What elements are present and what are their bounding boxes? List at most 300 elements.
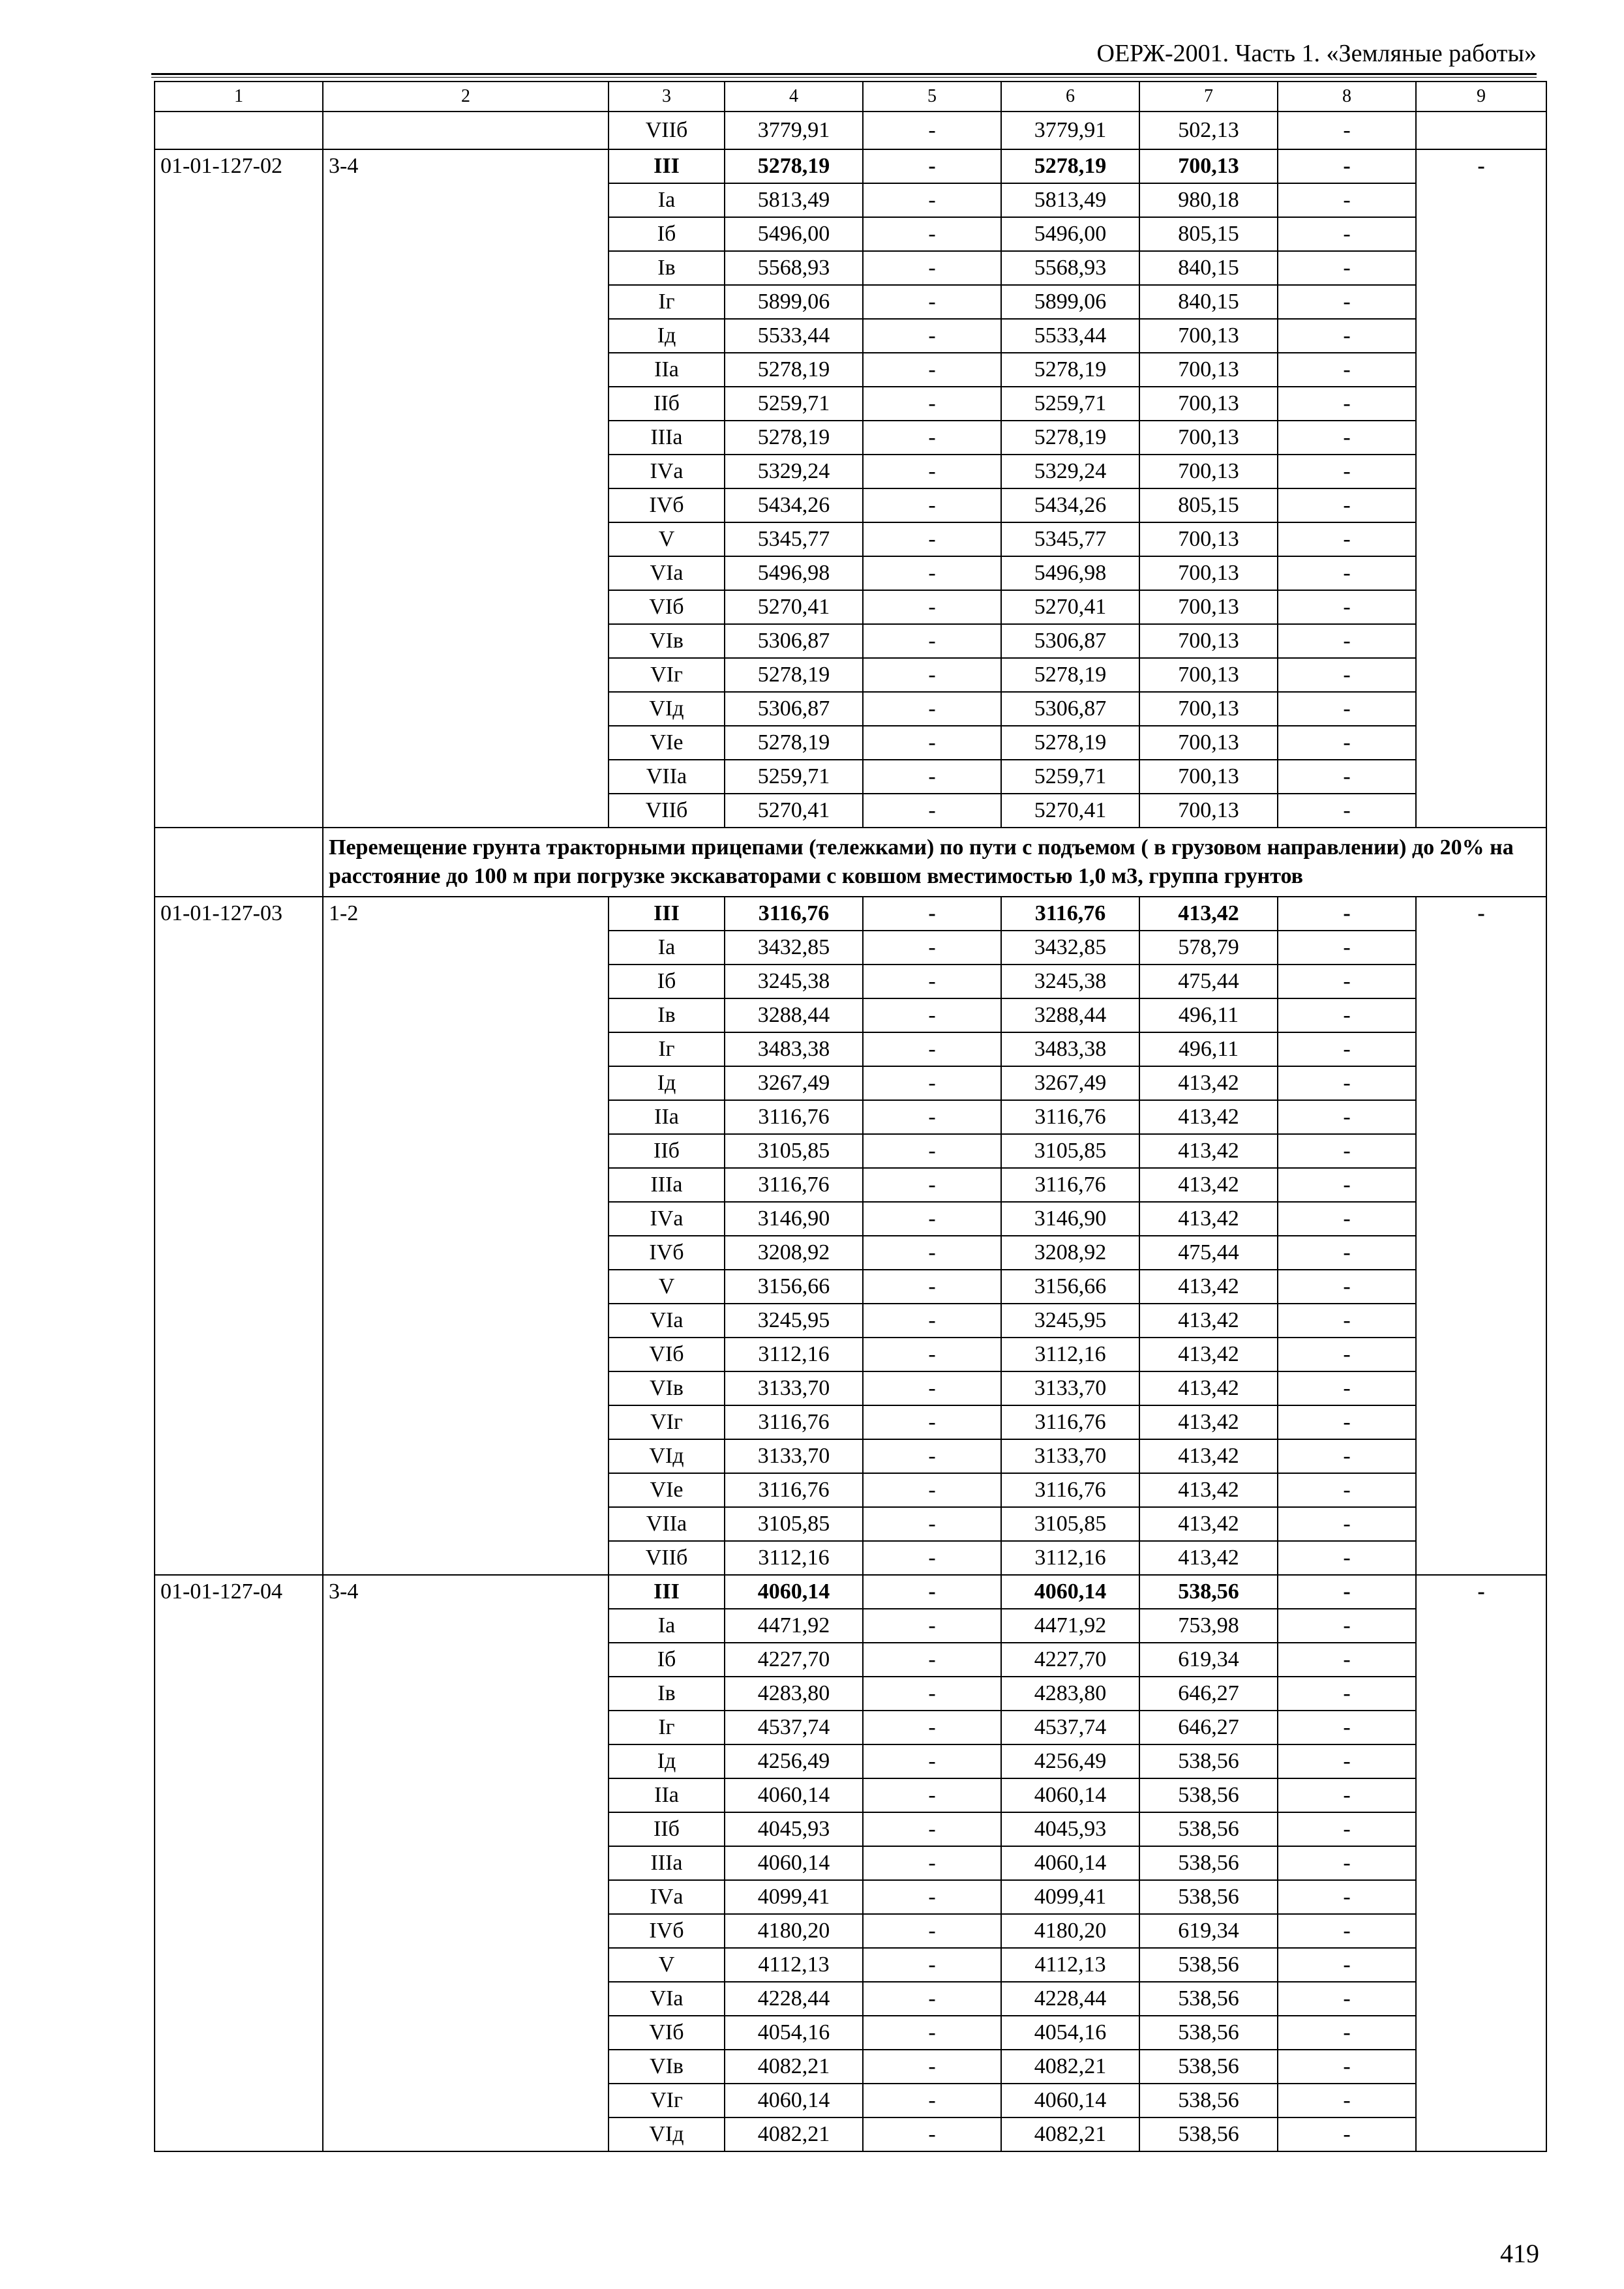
value-cell-c8: - (1278, 794, 1416, 828)
value-cell-c7: 538,56 (1139, 1846, 1278, 1880)
value-cell-c5: - (863, 1134, 1001, 1168)
value-cell-c5: - (863, 2084, 1001, 2117)
value-cell-c8: - (1278, 1575, 1416, 1609)
value-cell-c7: 538,56 (1139, 1744, 1278, 1778)
value-cell-c3: VIв (609, 2050, 725, 2084)
value-cell-c7: 413,42 (1139, 1134, 1278, 1168)
value-cell-c3: IVа (609, 1202, 725, 1236)
value-cell-c6: 3116,76 (1001, 1100, 1139, 1134)
note-cell (1416, 112, 1546, 149)
value-cell-c7: 840,15 (1139, 251, 1278, 285)
value-cell-c4: 3245,95 (725, 1304, 863, 1338)
value-cell-c8: - (1278, 1541, 1416, 1575)
value-cell-c3: Iг (609, 1711, 725, 1744)
value-cell-c6: 5278,19 (1001, 726, 1139, 760)
value-cell-c7: 475,44 (1139, 1236, 1278, 1270)
value-cell-c4: 3156,66 (725, 1270, 863, 1304)
value-cell-c7: 646,27 (1139, 1711, 1278, 1744)
value-cell-c7: 413,42 (1139, 1270, 1278, 1304)
value-cell-c6: 3146,90 (1001, 1202, 1139, 1236)
value-cell-c5: - (863, 1202, 1001, 1236)
column-number: 8 (1278, 82, 1416, 112)
value-cell-c6: 3116,76 (1001, 1405, 1139, 1439)
section-heading-row (155, 828, 1546, 897)
value-cell-c8: - (1278, 2117, 1416, 2151)
value-cell-c7: 413,42 (1139, 1304, 1278, 1338)
value-cell-c6: 3779,91 (1001, 112, 1139, 149)
rates-table (154, 81, 1547, 2152)
value-cell-c5: - (863, 1914, 1001, 1948)
value-cell-c4: 4537,74 (725, 1711, 863, 1744)
value-cell-c6: 3267,49 (1001, 1066, 1139, 1100)
value-cell-c5: - (863, 1066, 1001, 1100)
value-cell-c3: VIIа (609, 1507, 725, 1541)
value-cell-c7: 753,98 (1139, 1609, 1278, 1643)
value-cell-c8: - (1278, 760, 1416, 794)
value-cell-c6: 4060,14 (1001, 1575, 1139, 1609)
value-cell-c8: - (1278, 692, 1416, 726)
value-cell-c4: 5270,41 (725, 794, 863, 828)
value-cell-c4: 3105,85 (725, 1134, 863, 1168)
value-cell-c8: - (1278, 455, 1416, 488)
value-cell-c5: - (863, 2016, 1001, 2050)
value-cell-c5: - (863, 1473, 1001, 1507)
value-cell-c7: 538,56 (1139, 1982, 1278, 2016)
column-number-row (155, 82, 1546, 112)
value-cell-c6: 3483,38 (1001, 1032, 1139, 1066)
value-cell-c8: - (1278, 2016, 1416, 2050)
value-cell-c7: 496,11 (1139, 998, 1278, 1032)
value-cell-c4: 5306,87 (725, 624, 863, 658)
header-rule-thin (151, 77, 1537, 78)
value-cell-c7: 840,15 (1139, 285, 1278, 319)
value-cell-c4: 5813,49 (725, 183, 863, 217)
value-cell-c4: 5278,19 (725, 149, 863, 183)
value-cell-c7: 805,15 (1139, 217, 1278, 251)
value-cell-c8: - (1278, 1677, 1416, 1711)
value-cell-c7: 700,13 (1139, 590, 1278, 624)
value-cell-c7: 413,42 (1139, 1100, 1278, 1134)
value-cell-c3: VIIб (609, 1541, 725, 1575)
value-cell-c3: IIа (609, 1778, 725, 1812)
value-cell-c3: V (609, 1948, 725, 1982)
value-cell-c7: 502,13 (1139, 112, 1278, 149)
column-number: 1 (155, 82, 323, 112)
value-cell-c6: 5568,93 (1001, 251, 1139, 285)
value-cell-c4: 5278,19 (725, 658, 863, 692)
value-cell-c6: 5345,77 (1001, 522, 1139, 556)
value-cell-c4: 3116,76 (725, 1100, 863, 1134)
value-cell-c8: - (1278, 624, 1416, 658)
value-cell-c3: IIIа (609, 1168, 725, 1202)
value-cell-c4: 4099,41 (725, 1880, 863, 1914)
value-cell-c4: 4045,93 (725, 1812, 863, 1846)
value-cell-c8: - (1278, 1100, 1416, 1134)
value-cell-c3: VIа (609, 1982, 725, 2016)
value-cell-c4: 5533,44 (725, 319, 863, 353)
value-cell-c3: Iв (609, 998, 725, 1032)
value-cell-c6: 5278,19 (1001, 658, 1139, 692)
value-cell-c8: - (1278, 522, 1416, 556)
value-cell-c7: 700,13 (1139, 760, 1278, 794)
value-cell-c6: 4471,92 (1001, 1609, 1139, 1643)
value-cell-c5: - (863, 556, 1001, 590)
value-cell-c8: - (1278, 112, 1416, 149)
value-cell-c5: - (863, 998, 1001, 1032)
value-cell-c4: 3116,76 (725, 1168, 863, 1202)
column-number: 2 (323, 82, 609, 112)
value-cell-c7: 700,13 (1139, 794, 1278, 828)
value-cell-c7: 700,13 (1139, 455, 1278, 488)
value-cell-c5: - (863, 2117, 1001, 2151)
value-cell-c5: - (863, 1270, 1001, 1304)
value-cell-c7: 413,42 (1139, 1066, 1278, 1100)
column-number: 6 (1001, 82, 1139, 112)
value-cell-c5: - (863, 1643, 1001, 1677)
value-cell-c3: IVа (609, 455, 725, 488)
value-cell-c6: 5259,71 (1001, 387, 1139, 421)
value-cell-c7: 475,44 (1139, 965, 1278, 998)
value-cell-c7: 496,11 (1139, 1032, 1278, 1066)
value-cell-c8: - (1278, 149, 1416, 183)
value-cell-c6: 4283,80 (1001, 1677, 1139, 1711)
value-cell-c6: 4060,14 (1001, 2084, 1139, 2117)
value-cell-c8: - (1278, 1270, 1416, 1304)
value-cell-c8: - (1278, 319, 1416, 353)
value-cell-c5: - (863, 1439, 1001, 1473)
value-cell-c3: IVб (609, 488, 725, 522)
value-cell-c5: - (863, 217, 1001, 251)
value-cell-c5: - (863, 522, 1001, 556)
value-cell-c6: 4099,41 (1001, 1880, 1139, 1914)
value-cell-c5: - (863, 1338, 1001, 1371)
value-cell-c4: 4082,21 (725, 2117, 863, 2151)
value-cell-c8: - (1278, 421, 1416, 455)
value-cell-c4: 4082,21 (725, 2050, 863, 2084)
value-cell-c5: - (863, 1846, 1001, 1880)
value-cell-c7: 413,42 (1139, 1473, 1278, 1507)
value-cell-c4: 3116,76 (725, 897, 863, 931)
value-cell-c7: 700,13 (1139, 692, 1278, 726)
value-cell-c8: - (1278, 1168, 1416, 1202)
value-cell-c5: - (863, 965, 1001, 998)
value-cell-c6: 3116,76 (1001, 897, 1139, 931)
value-cell-c6: 4045,93 (1001, 1812, 1139, 1846)
value-cell-c8: - (1278, 931, 1416, 965)
value-cell-c3: VIд (609, 692, 725, 726)
section-blank-cell (155, 828, 323, 897)
value-cell-c5: - (863, 183, 1001, 217)
value-cell-c3: Iб (609, 217, 725, 251)
value-cell-c3: VIб (609, 1338, 725, 1371)
value-cell-c5: - (863, 726, 1001, 760)
value-cell-c8: - (1278, 1473, 1416, 1507)
value-cell-c8: - (1278, 1880, 1416, 1914)
value-cell-c4: 3432,85 (725, 931, 863, 965)
value-cell-c8: - (1278, 1744, 1416, 1778)
value-cell-c7: 538,56 (1139, 1880, 1278, 1914)
value-cell-c6: 3208,92 (1001, 1236, 1139, 1270)
value-cell-c5: - (863, 353, 1001, 387)
value-cell-c8: - (1278, 1982, 1416, 2016)
value-cell-c8: - (1278, 897, 1416, 931)
value-cell-c4: 5434,26 (725, 488, 863, 522)
value-cell-c3: III (609, 149, 725, 183)
value-cell-c6: 4082,21 (1001, 2117, 1139, 2151)
value-cell-c3: V (609, 522, 725, 556)
value-cell-c7: 538,56 (1139, 2016, 1278, 2050)
value-cell-c4: 3105,85 (725, 1507, 863, 1541)
value-cell-c4: 5270,41 (725, 590, 863, 624)
value-cell-c6: 5496,00 (1001, 217, 1139, 251)
rate-code: 01-01-127-04 (155, 1575, 323, 2151)
value-cell-c4: 5329,24 (725, 455, 863, 488)
value-cell-c4: 4060,14 (725, 1575, 863, 1609)
value-cell-c6: 3156,66 (1001, 1270, 1139, 1304)
value-cell-c3: VIд (609, 2117, 725, 2151)
value-cell-c5: - (863, 1711, 1001, 1744)
value-cell-c7: 700,13 (1139, 353, 1278, 387)
value-cell-c6: 5278,19 (1001, 149, 1139, 183)
value-cell-c7: 700,13 (1139, 421, 1278, 455)
value-cell-c4: 5899,06 (725, 285, 863, 319)
section-title: Перемещение грунта тракторными прицепами (тележками) по пути с подъемом ( в грузовом направлении) до 20% на расстояние до 100 м при погрузке экскаваторами с ковшом вместимостью 1,0 м3, группа грунтов (323, 828, 1546, 897)
value-cell-c8: - (1278, 726, 1416, 760)
value-cell-c4: 5259,71 (725, 387, 863, 421)
note-cell: - (1416, 897, 1546, 1575)
column-number: 5 (863, 82, 1001, 112)
value-cell-c7: 700,13 (1139, 149, 1278, 183)
value-cell-c4: 3483,38 (725, 1032, 863, 1066)
value-cell-c6: 5306,87 (1001, 692, 1139, 726)
value-cell-c3: V (609, 1270, 725, 1304)
value-cell-c8: - (1278, 590, 1416, 624)
value-cell-c4: 3133,70 (725, 1371, 863, 1405)
value-cell-c3: IIб (609, 1134, 725, 1168)
value-cell-c5: - (863, 658, 1001, 692)
value-cell-c5: - (863, 1507, 1001, 1541)
value-cell-c8: - (1278, 1304, 1416, 1338)
value-cell-c6: 3133,70 (1001, 1371, 1139, 1405)
value-cell-c4: 4054,16 (725, 2016, 863, 2050)
value-cell-c5: - (863, 251, 1001, 285)
value-cell-c6: 3116,76 (1001, 1473, 1139, 1507)
value-cell-c7: 413,42 (1139, 1168, 1278, 1202)
column-number: 7 (1139, 82, 1278, 112)
value-cell-c7: 538,56 (1139, 2084, 1278, 2117)
value-cell-c8: - (1278, 1338, 1416, 1371)
header-rule (151, 73, 1537, 75)
value-cell-c7: 413,42 (1139, 1507, 1278, 1541)
value-cell-c7: 538,56 (1139, 1575, 1278, 1609)
value-cell-c4: 3146,90 (725, 1202, 863, 1236)
value-cell-c5: - (863, 1609, 1001, 1643)
value-cell-c6: 4060,14 (1001, 1778, 1139, 1812)
value-cell-c5: - (863, 1304, 1001, 1338)
column-number: 9 (1416, 82, 1546, 112)
value-cell-c8: - (1278, 1439, 1416, 1473)
value-cell-c6: 5813,49 (1001, 183, 1139, 217)
value-cell-c5: - (863, 1236, 1001, 1270)
value-cell-c6: 4227,70 (1001, 1643, 1139, 1677)
value-cell-c6: 4054,16 (1001, 2016, 1139, 2050)
value-cell-c8: - (1278, 1202, 1416, 1236)
value-cell-c3: VIв (609, 1371, 725, 1405)
value-cell-c4: 5496,00 (725, 217, 863, 251)
value-cell-c7: 413,42 (1139, 1371, 1278, 1405)
table-row (155, 897, 1546, 931)
value-cell-c6: 3245,38 (1001, 965, 1139, 998)
value-cell-c5: - (863, 1575, 1001, 1609)
value-cell-c4: 3116,76 (725, 1405, 863, 1439)
value-cell-c3: Iа (609, 931, 725, 965)
value-cell-c6: 5259,71 (1001, 760, 1139, 794)
value-cell-c5: - (863, 285, 1001, 319)
value-cell-c7: 700,13 (1139, 387, 1278, 421)
value-cell-c4: 4060,14 (725, 2084, 863, 2117)
value-cell-c8: - (1278, 1812, 1416, 1846)
value-cell-c6: 5270,41 (1001, 590, 1139, 624)
value-cell-c8: - (1278, 1032, 1416, 1066)
value-cell-c4: 5278,19 (725, 726, 863, 760)
value-cell-c7: 700,13 (1139, 658, 1278, 692)
soil-group: 1-2 (323, 897, 609, 1575)
value-cell-c5: - (863, 1982, 1001, 2016)
value-cell-c5: - (863, 112, 1001, 149)
value-cell-c4: 3112,16 (725, 1338, 863, 1371)
value-cell-c4: 3208,92 (725, 1236, 863, 1270)
value-cell-c8: - (1278, 2050, 1416, 2084)
value-cell-c7: 413,42 (1139, 897, 1278, 931)
value-cell-c3: Iд (609, 319, 725, 353)
value-cell-c5: - (863, 1880, 1001, 1914)
value-cell-c3: IIIа (609, 1846, 725, 1880)
value-cell-c7: 538,56 (1139, 1812, 1278, 1846)
value-cell-c5: - (863, 421, 1001, 455)
value-cell-c8: - (1278, 183, 1416, 217)
value-cell-c3: VIе (609, 726, 725, 760)
value-cell-c4: 4060,14 (725, 1778, 863, 1812)
value-cell-c6: 3112,16 (1001, 1338, 1139, 1371)
page-number: 419 (1500, 2239, 1539, 2268)
value-cell-c3: III (609, 897, 725, 931)
value-cell-c3: Iа (609, 1609, 725, 1643)
value-cell-c6: 3105,85 (1001, 1134, 1139, 1168)
value-cell-c3: III (609, 1575, 725, 1609)
value-cell-c8: - (1278, 1371, 1416, 1405)
value-cell-c6: 3133,70 (1001, 1439, 1139, 1473)
value-cell-c3: VIа (609, 556, 725, 590)
value-cell-c8: - (1278, 1236, 1416, 1270)
value-cell-c6: 3105,85 (1001, 1507, 1139, 1541)
value-cell-c3: Iг (609, 1032, 725, 1066)
value-cell-c8: - (1278, 1643, 1416, 1677)
value-cell-c3: Iв (609, 251, 725, 285)
value-cell-c7: 538,56 (1139, 1948, 1278, 1982)
value-cell-c6: 4112,13 (1001, 1948, 1139, 1982)
value-cell-c5: - (863, 1948, 1001, 1982)
value-cell-c4: 3779,91 (725, 112, 863, 149)
value-cell-c6: 5278,19 (1001, 421, 1139, 455)
value-cell-c5: - (863, 488, 1001, 522)
value-cell-c4: 5278,19 (725, 353, 863, 387)
value-cell-c3: VIIа (609, 760, 725, 794)
value-cell-c6: 5899,06 (1001, 285, 1139, 319)
value-cell-c3: IVб (609, 1236, 725, 1270)
value-cell-c6: 5496,98 (1001, 556, 1139, 590)
value-cell-c5: - (863, 1100, 1001, 1134)
value-cell-c8: - (1278, 998, 1416, 1032)
value-cell-c7: 413,42 (1139, 1338, 1278, 1371)
value-cell-c6: 4537,74 (1001, 1711, 1139, 1744)
value-cell-c8: - (1278, 387, 1416, 421)
value-cell-c6: 5270,41 (1001, 794, 1139, 828)
value-cell-c7: 646,27 (1139, 1677, 1278, 1711)
value-cell-c3: VIв (609, 624, 725, 658)
value-cell-c4: 5278,19 (725, 421, 863, 455)
value-cell-c8: - (1278, 658, 1416, 692)
table-row (155, 112, 1546, 149)
value-cell-c7: 700,13 (1139, 556, 1278, 590)
soil-group: 3-4 (323, 1575, 609, 2151)
value-cell-c3: IIб (609, 1812, 725, 1846)
value-cell-c3: VIг (609, 658, 725, 692)
value-cell-c3: VIд (609, 1439, 725, 1473)
value-cell-c5: - (863, 455, 1001, 488)
column-number: 4 (725, 82, 863, 112)
value-cell-c3: Iд (609, 1744, 725, 1778)
value-cell-c4: 5496,98 (725, 556, 863, 590)
value-cell-c5: - (863, 1778, 1001, 1812)
value-cell-c4: 5568,93 (725, 251, 863, 285)
value-cell-c5: - (863, 1812, 1001, 1846)
value-cell-c7: 700,13 (1139, 522, 1278, 556)
value-cell-c4: 4227,70 (725, 1643, 863, 1677)
value-cell-c3: VIIб (609, 112, 725, 149)
value-cell-c6: 4256,49 (1001, 1744, 1139, 1778)
value-cell-c7: 578,79 (1139, 931, 1278, 965)
value-cell-c3: IIб (609, 387, 725, 421)
value-cell-c4: 4228,44 (725, 1982, 863, 2016)
value-cell-c6: 5329,24 (1001, 455, 1139, 488)
value-cell-c5: - (863, 624, 1001, 658)
value-cell-c3: IIа (609, 1100, 725, 1134)
value-cell-c7: 980,18 (1139, 183, 1278, 217)
value-cell-c3: VIIб (609, 794, 725, 828)
value-cell-c8: - (1278, 488, 1416, 522)
value-cell-c4: 3267,49 (725, 1066, 863, 1100)
value-cell-c5: - (863, 897, 1001, 931)
value-cell-c5: - (863, 2050, 1001, 2084)
column-number: 3 (609, 82, 725, 112)
value-cell-c8: - (1278, 1948, 1416, 1982)
value-cell-c4: 4180,20 (725, 1914, 863, 1948)
value-cell-c6: 3112,16 (1001, 1541, 1139, 1575)
value-cell-c7: 619,34 (1139, 1643, 1278, 1677)
value-cell-c4: 4256,49 (725, 1744, 863, 1778)
value-cell-c6: 3288,44 (1001, 998, 1139, 1032)
value-cell-c4: 5259,71 (725, 760, 863, 794)
value-cell-c3: IIIа (609, 421, 725, 455)
value-cell-c4: 4112,13 (725, 1948, 863, 1982)
value-cell-c5: - (863, 760, 1001, 794)
value-cell-c4: 3133,70 (725, 1439, 863, 1473)
value-cell-c6: 5434,26 (1001, 488, 1139, 522)
value-cell-c5: - (863, 1168, 1001, 1202)
value-cell-c8: - (1278, 1778, 1416, 1812)
code-cell (155, 112, 323, 149)
value-cell-c4: 3288,44 (725, 998, 863, 1032)
